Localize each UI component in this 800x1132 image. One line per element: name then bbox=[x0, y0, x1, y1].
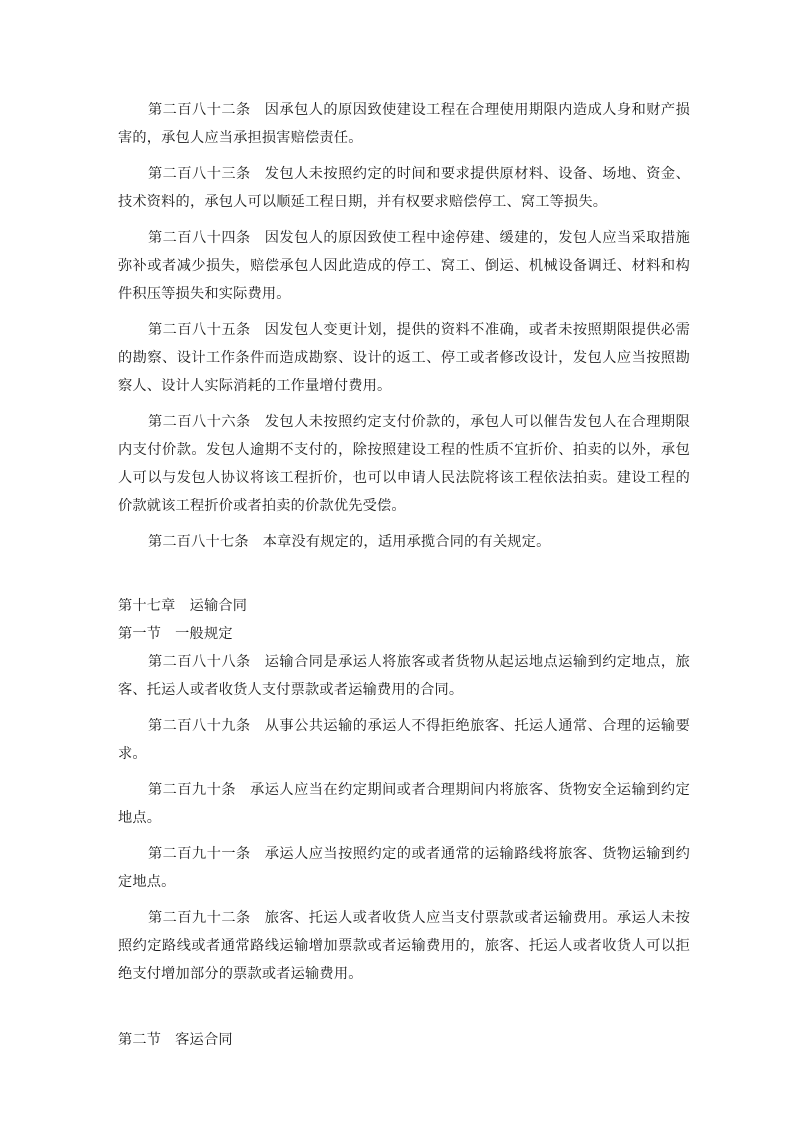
article-290 bbox=[118, 776, 690, 832]
section-heading-1 bbox=[118, 620, 690, 648]
article-text: 运输合同是承运人将旅客或者货物从起运地点运输到约定地点，旅客、托运人或者收货人支付票款或者运输费用的合同。 bbox=[118, 654, 690, 698]
article-291 bbox=[118, 840, 690, 896]
article-284 bbox=[118, 224, 690, 308]
section-number: 第一节 bbox=[118, 626, 162, 642]
article-number: 第二百八十八条 bbox=[148, 654, 251, 670]
article-text: 承运人应当按照约定的或者通常的运输路线将旅客、货物运输到约定地点。 bbox=[118, 846, 690, 890]
article-text: 本章没有规定的，适用承揽合同的有关规定。 bbox=[262, 534, 551, 550]
article-number: 第二百九十二条 bbox=[148, 910, 251, 926]
section-number: 第二节 bbox=[118, 1032, 162, 1048]
article-number: 第二百八十六条 bbox=[148, 414, 251, 430]
article-283 bbox=[118, 160, 690, 216]
chapter-number: 第十七章 bbox=[118, 598, 176, 614]
article-text: 从事公共运输的承运人不得拒绝旅客、托运人通常、合理的运输要求。 bbox=[118, 718, 690, 762]
article-285 bbox=[118, 316, 690, 400]
article-287 bbox=[118, 528, 690, 556]
article-282 bbox=[118, 96, 690, 152]
article-text: 旅客、托运人或者收货人应当支付票款或者运输费用。承运人未按照约定路线或者通常路线运输增加票款或者运输费用的，旅客、托运人或者收货人可以拒绝支付增加部分的票款或者运输费用。 bbox=[118, 910, 690, 982]
article-text: 发包人未按照约定的时间和要求提供原材料、设备、场地、资金、技术资料的，承包人可以顺延工程日期，并有权要求赔偿停工、窝工等损失。 bbox=[118, 166, 690, 210]
article-text: 承运人应当在约定期间或者合理期间内将旅客、货物安全运输到约定地点。 bbox=[118, 782, 690, 826]
article-289 bbox=[118, 712, 690, 768]
article-text: 因承包人的原因致使建设工程在合理使用期限内造成人身和财产损害的，承包人应当承担损害赔偿责任。 bbox=[118, 102, 690, 146]
section-heading-2 bbox=[118, 1026, 690, 1054]
article-292 bbox=[118, 904, 690, 988]
article-text: 因发包人的原因致使工程中途停建、缓建的，发包人应当采取措施弥补或者减少损失，赔偿承包人因此造成的停工、窝工、倒运、机械设备调迁、材料和构件积压等损失和实际费用。 bbox=[118, 230, 690, 302]
article-text: 因发包人变更计划，提供的资料不准确，或者未按照期限提供必需的勘察、设计工作条件而造成勘察、设计的返工、停工或者修改设计，发包人应当按照勘察人、设计人实际消耗的工作量增付费用。 bbox=[118, 322, 690, 394]
article-number: 第二百八十七条 bbox=[148, 534, 249, 550]
chapter-title: 运输合同 bbox=[189, 598, 248, 614]
section-title: 客运合同 bbox=[175, 1032, 233, 1048]
article-number: 第二百九十条 bbox=[148, 782, 237, 798]
article-number: 第二百八十五条 bbox=[148, 322, 251, 338]
articles-group-a bbox=[118, 96, 690, 556]
article-number: 第二百八十二条 bbox=[148, 102, 251, 118]
chapter-heading bbox=[118, 592, 690, 620]
article-number: 第二百八十九条 bbox=[148, 718, 251, 734]
article-286 bbox=[118, 408, 690, 520]
article-number: 第二百八十四条 bbox=[148, 230, 251, 246]
article-number: 第二百八十三条 bbox=[148, 166, 251, 182]
section-title: 一般规定 bbox=[175, 626, 233, 642]
articles-group-b bbox=[118, 648, 690, 988]
article-288 bbox=[118, 648, 690, 704]
article-number: 第二百九十一条 bbox=[148, 846, 251, 862]
article-text: 发包人未按照约定支付价款的，承包人可以催告发包人在合理期限内支付价款。发包人逾期不支付的，除按照建设工程的性质不宜折价、拍卖的以外，承包人可以与发包人协议将该工程折价，也可以申请人民法院将该工程依法拍卖。建设工程的价款就该工程折价或者拍卖的价款优先受偿。 bbox=[118, 414, 690, 514]
